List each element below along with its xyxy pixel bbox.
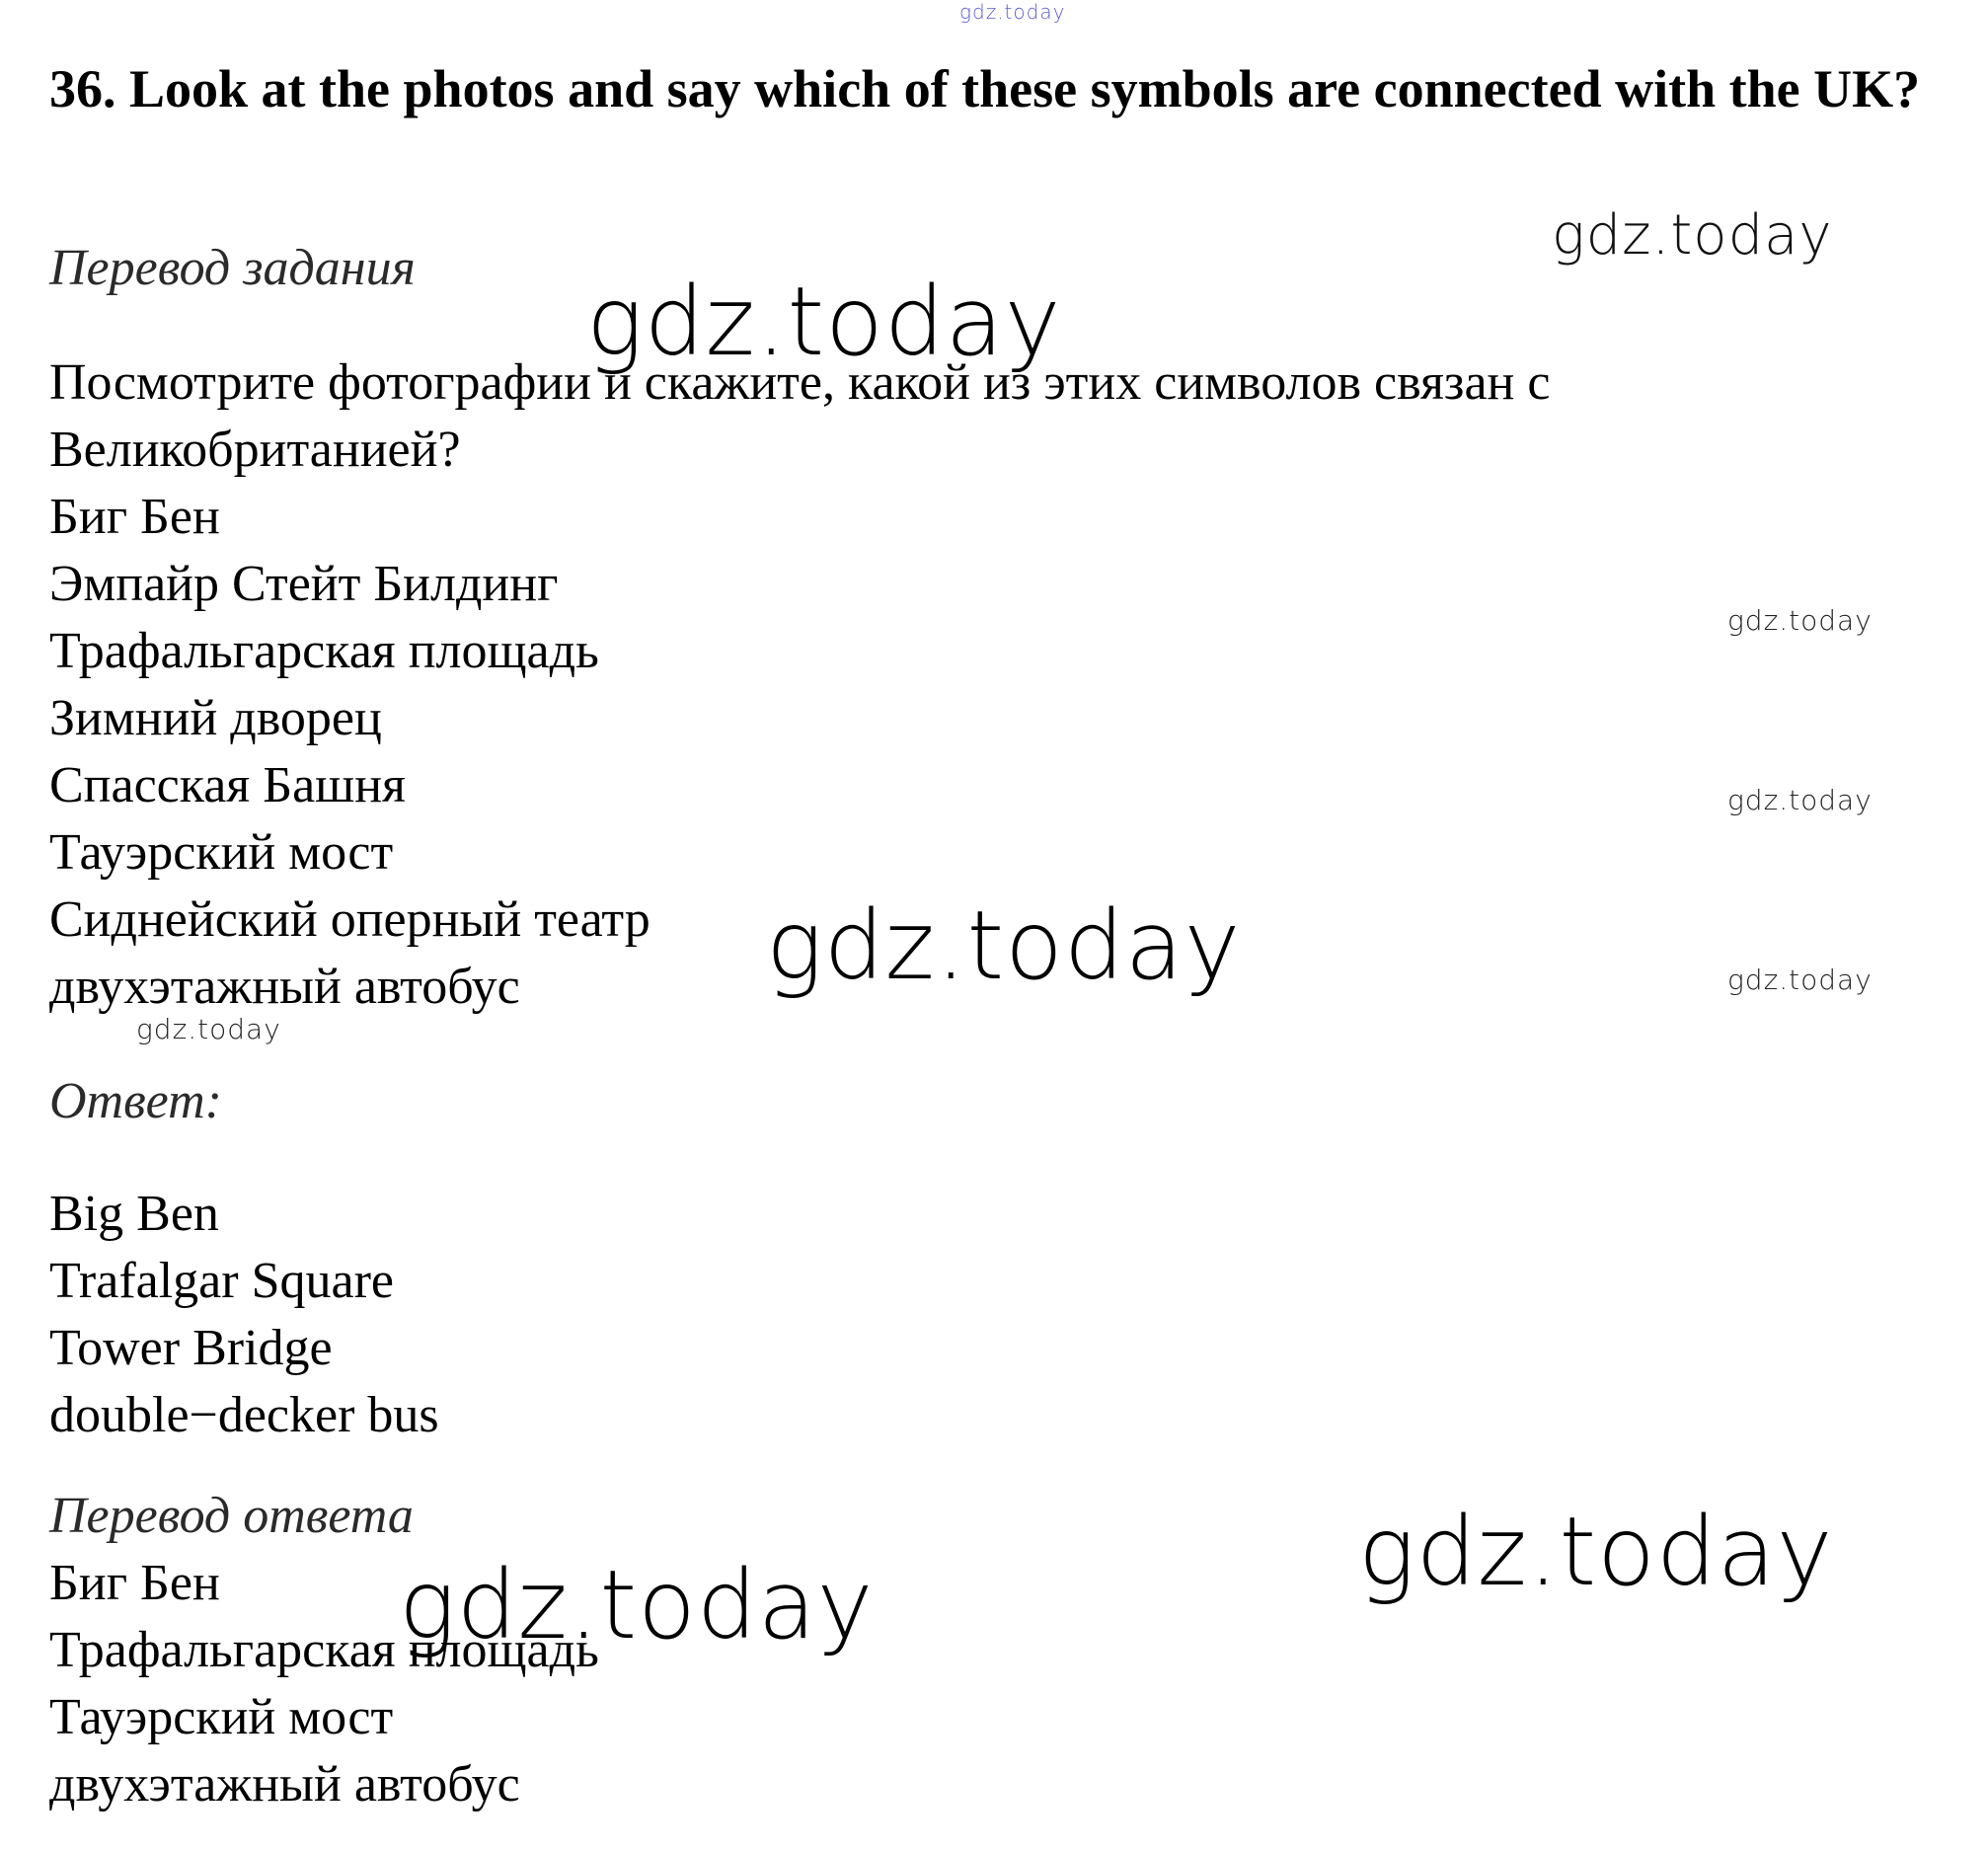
watermark-lower-right: gdz.today (1358, 1497, 1834, 1607)
watermark-left-small: gdz.today (136, 1013, 281, 1045)
task-item: Трафальгарская площадь (49, 623, 599, 679)
task-item: Сиднейский оперный театр (49, 891, 650, 948)
answer-item: double−decker bus (49, 1387, 439, 1443)
task-translation-label: Перевод задания (49, 240, 416, 296)
task-item: Биг Бен (49, 489, 220, 545)
watermark-top-right: gdz.today (1552, 203, 1833, 268)
task-text-line: Великобританией? (49, 422, 461, 478)
task-item: Зимний дворец (49, 690, 382, 746)
answer-item: Trafalgar Square (49, 1253, 394, 1309)
answer-translation-list (49, 1550, 1826, 1818)
task-item: Тауэрский мост (49, 824, 394, 881)
watermark-upper-center: gdz.today (586, 267, 1062, 377)
answer-translation-item: Биг Бен (49, 1555, 220, 1611)
answer-translation-item: двухэтажный автобус (49, 1756, 520, 1813)
answer-item: Tower Bridge (49, 1320, 333, 1376)
answer-translation-label: Перевод ответа (49, 1488, 414, 1544)
task-item: двухэтажный автобус (49, 959, 520, 1015)
watermark-right-2: gdz.today (1727, 784, 1873, 816)
watermark-lower-left: gdz.today (399, 1550, 875, 1660)
answer-translation-item: Трафальгарская площадь (49, 1622, 599, 1678)
watermark-right-1: gdz.today (1727, 604, 1873, 637)
answer-item: Big Ben (49, 1186, 219, 1242)
task-text-line: Посмотрите фотографии и скажите, какой из этих символов связан с (49, 354, 1551, 411)
exercise-title: 36. Look at the photos and say which of these symbols are connected with the UK? (49, 59, 1921, 118)
task-item: Спасская Башня (49, 757, 406, 813)
watermark-top-center: gdz.today (959, 0, 1066, 24)
watermark-middle-center: gdz.today (766, 890, 1242, 1001)
answer-translation-item: Тауэрский мост (49, 1689, 394, 1745)
answer-label: Ответ: (49, 1073, 222, 1129)
task-item: Эмпайр Стейт Билдинг (49, 556, 559, 612)
watermark-right-3: gdz.today (1727, 964, 1873, 996)
answer-list (49, 1181, 1826, 1449)
task-translation-text (49, 349, 1826, 1021)
